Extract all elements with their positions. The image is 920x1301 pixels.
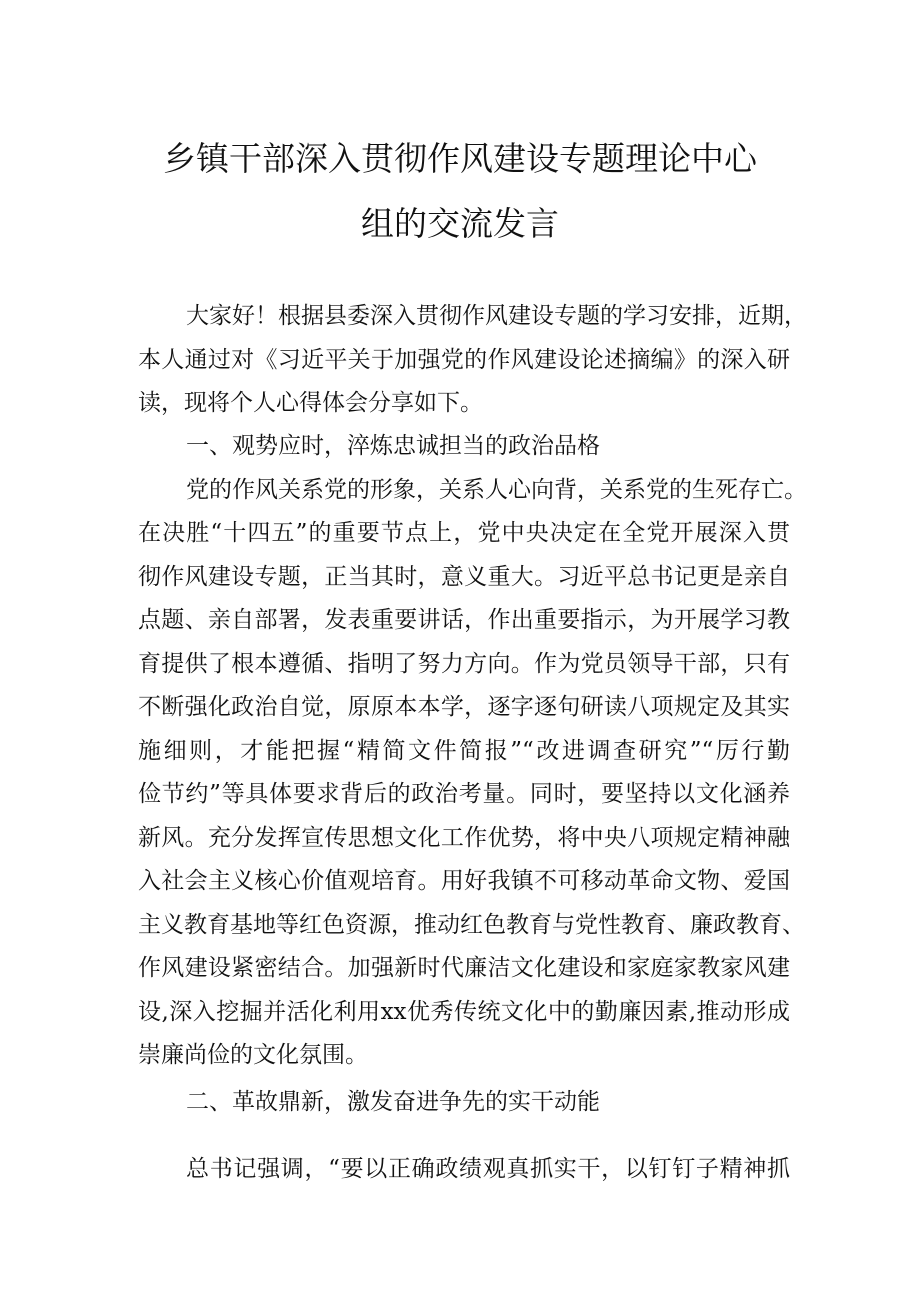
section-1-line-13: 设,深入挖掘并活化利用xx优秀传统文化中的勤廉因素,推动形成 xyxy=(138,999,790,1025)
section-1-line-10: 入社会主义核心价值观培育。用好我镇不可移动革命文物、爱国 xyxy=(138,868,790,894)
section-1-line-12: 作风建设紧密结合。加强新时代廉洁文化建设和家庭家教家风建 xyxy=(138,955,790,981)
section-1-line-8: 俭节约”等具体要求背后的政治考量。同时，要坚持以文化涵养 xyxy=(138,781,790,807)
section-1-line-1: 党的作风关系党的形象，关系人心向背，关系党的生死存亡。 xyxy=(186,477,807,503)
intro-line-2: 本人通过对《习近平关于加强党的作风建设论述摘编》的深入研 xyxy=(138,347,790,373)
section-1-line-11: 主义教育基地等红色资源，推动红色教育与党性教育、廉政教育、 xyxy=(138,912,805,938)
intro-line-1: 大家好！根据县委深入贯彻作风建设专题的学习安排，近期， xyxy=(186,303,807,329)
section-2-heading: 二、革故鼎新，激发奋进争先的实干动能 xyxy=(186,1089,600,1115)
section-1-line-5: 育提供了根本遵循、指明了努力方向。作为党员领导干部，只有 xyxy=(138,651,790,677)
document-title-line-1: 乡镇干部深入贯彻作风建设专题理论中心 xyxy=(163,139,757,178)
section-1-line-2: 在决胜“十四五”的重要节点上，党中央决定在全党开展深入贯 xyxy=(138,520,790,546)
section-1-line-6: 不断强化政治自觉，原原本本学，逐字逐句研读八项规定及其实 xyxy=(138,694,790,720)
section-2-line-1: 总书记强调，“要以正确政绩观真抓实干，以钉钉子精神抓 xyxy=(186,1156,790,1182)
section-1-line-3: 彻作风建设专题，正当其时，意义重大。习近平总书记更是亲自 xyxy=(138,564,790,590)
section-1-heading: 一、观势应时，淬炼忠诚担当的政治品格 xyxy=(186,433,600,459)
intro-line-3: 读，现将个人心得体会分享如下。 xyxy=(138,390,483,416)
section-1-line-9: 新风。充分发挥宣传思想文化工作优势，将中央八项规定精神融 xyxy=(138,825,790,851)
section-1-line-7: 施细则，才能把握“精简文件简报”“改进调查研究”“厉行勤 xyxy=(138,738,790,764)
section-1-line-4: 点题、亲自部署，发表重要讲话，作出重要指示，为开展学习教 xyxy=(138,607,790,633)
document-title-line-2: 组的交流发言 xyxy=(361,204,559,243)
section-1-line-14: 崇廉尚俭的文化氛围。 xyxy=(138,1042,368,1068)
